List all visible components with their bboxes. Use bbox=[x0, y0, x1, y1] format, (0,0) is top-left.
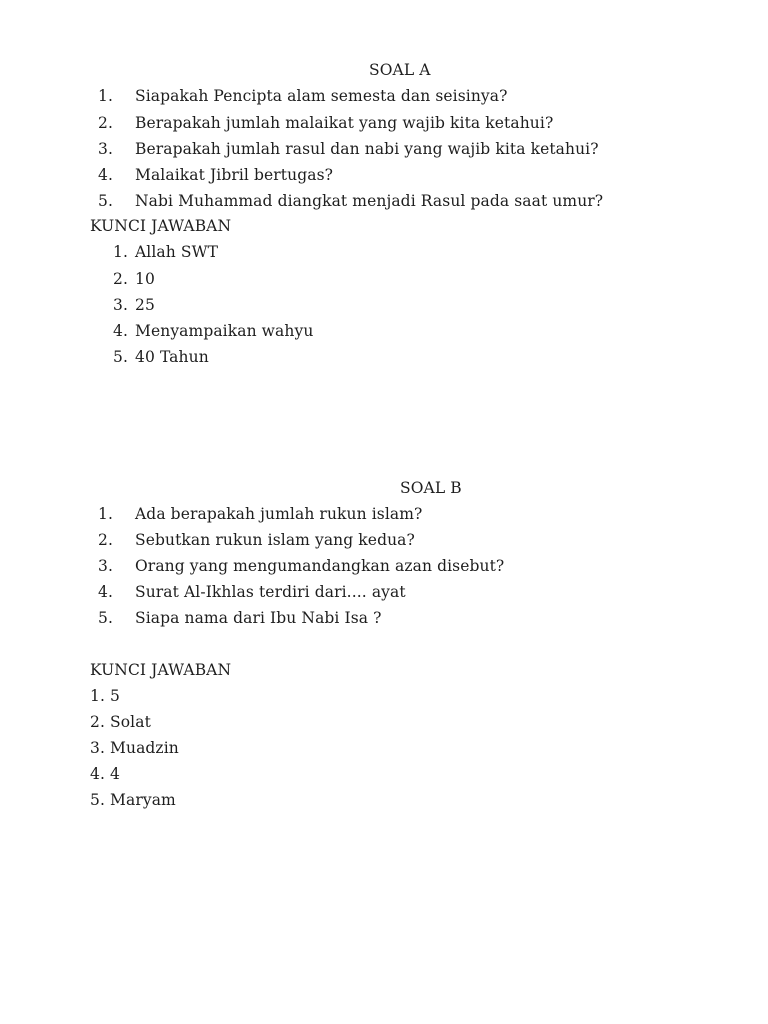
question-number: 2. bbox=[98, 114, 113, 132]
answer-number: 4. bbox=[113, 322, 128, 340]
answer-text: 40 Tahun bbox=[135, 348, 209, 366]
soal-b-answer-2: 2. Solat bbox=[90, 713, 151, 731]
answer-text: Allah SWT bbox=[135, 243, 219, 261]
question-text: Orang yang mengumandangkan azan disebut? bbox=[135, 557, 505, 575]
question-text: Berapakah jumlah malaikat yang wajib kita ketahui? bbox=[135, 114, 554, 132]
soal-b-answer-key-heading: KUNCI JAWABAN bbox=[90, 661, 232, 679]
question-number: 2. bbox=[98, 531, 113, 549]
question-number: 1. bbox=[98, 87, 113, 105]
question-text: Siapa nama dari Ibu Nabi Isa ? bbox=[135, 609, 382, 627]
question-text: Sebutkan rukun islam yang kedua? bbox=[135, 531, 415, 549]
answer-text: 10 bbox=[135, 270, 155, 288]
soal-b-title: SOAL B bbox=[400, 479, 462, 497]
answer-number: 1. bbox=[113, 243, 128, 261]
question-text: Ada berapakah jumlah rukun islam? bbox=[135, 505, 423, 523]
soal-b-answer-1: 1. 5 bbox=[90, 687, 120, 705]
soal-b-answer-3: 3. Muadzin bbox=[90, 739, 179, 757]
soal-a-title: SOAL A bbox=[369, 61, 431, 79]
soal-b-answer-4: 4. 4 bbox=[90, 765, 120, 783]
question-number: 1. bbox=[98, 505, 113, 523]
question-number: 5. bbox=[98, 609, 113, 627]
question-number: 3. bbox=[98, 557, 113, 575]
answer-number: 5. bbox=[113, 348, 128, 366]
answer-text: 25 bbox=[135, 296, 155, 314]
question-text: Berapakah jumlah rasul dan nabi yang wajib kita ketahui? bbox=[135, 140, 599, 158]
question-text: Siapakah Pencipta alam semesta dan seisinya? bbox=[135, 87, 508, 105]
question-number: 4. bbox=[98, 166, 113, 184]
answer-number: 3. bbox=[113, 296, 128, 314]
answer-text: Menyampaikan wahyu bbox=[135, 322, 314, 340]
question-text: Surat Al-Ikhlas terdiri dari.... ayat bbox=[135, 583, 406, 601]
question-number: 5. bbox=[98, 192, 113, 210]
question-number: 4. bbox=[98, 583, 113, 601]
question-number: 3. bbox=[98, 140, 113, 158]
soal-b-answer-5: 5. Maryam bbox=[90, 791, 176, 809]
answer-number: 2. bbox=[113, 270, 128, 288]
soal-a-answer-key-heading: KUNCI JAWABAN bbox=[90, 217, 232, 235]
question-text: Malaikat Jibril bertugas? bbox=[135, 166, 334, 184]
question-text: Nabi Muhammad diangkat menjadi Rasul pada saat umur? bbox=[135, 192, 604, 210]
